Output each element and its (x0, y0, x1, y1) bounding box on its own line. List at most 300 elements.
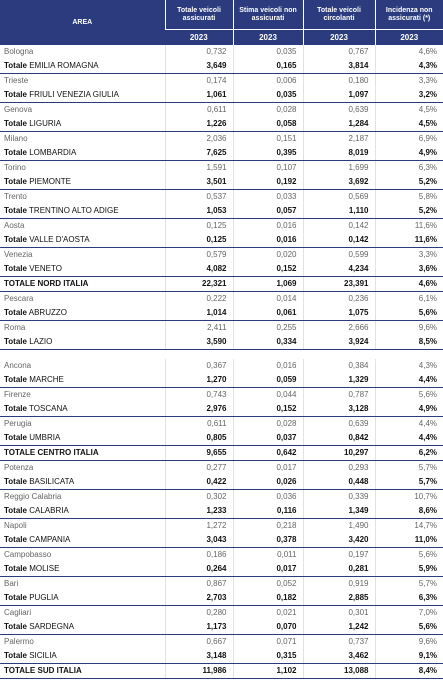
area-name: Bari (4, 579, 19, 588)
circolanti-cell: 0,737 (303, 635, 375, 650)
area-cell (0, 533, 165, 548)
incidenza-cell: 4,6% (375, 277, 443, 292)
assicurati-cell: 9,655 (165, 446, 233, 461)
circolanti-cell: 1,329 (303, 373, 375, 388)
area-cell (0, 292, 165, 307)
assicurati-cell: 4,082 (165, 262, 233, 277)
circolanti-cell: 0,236 (303, 292, 375, 307)
region-total-row (0, 335, 443, 350)
assicurati-cell: 1,233 (165, 504, 233, 519)
assicurati-cell: 0,302 (165, 490, 233, 505)
area-cell (0, 204, 165, 219)
total-prefix: Totale (4, 375, 27, 384)
area-cell (0, 402, 165, 417)
non-assicurati-cell: 0,033 (233, 190, 303, 205)
province-row (0, 292, 443, 307)
year-header: 2023 (233, 30, 303, 46)
total-prefix: Totale (4, 61, 27, 70)
circolanti-cell: 3,814 (303, 59, 375, 74)
province-row (0, 606, 443, 621)
area-name: PIEMONTE (29, 177, 71, 186)
area-name: TOTALE CENTRO ITALIA (4, 448, 99, 457)
non-assicurati-cell: 0,017 (233, 562, 303, 577)
assicurati-cell: 3,043 (165, 533, 233, 548)
area-name: Palermo (4, 637, 34, 646)
area-name: LOMBARDIA (29, 148, 77, 157)
total-prefix: Totale (4, 90, 27, 99)
non-assicurati-cell: 0,642 (233, 446, 303, 461)
total-prefix: Totale (4, 206, 27, 215)
area-cell (0, 577, 165, 592)
incidenza-cell: 6,3% (375, 161, 443, 176)
area-name: MARCHE (29, 375, 64, 384)
region-total-row (0, 431, 443, 446)
area-cell (0, 277, 165, 292)
incidenza-cell: 6,9% (375, 132, 443, 147)
incidenza-cell: 8,5% (375, 335, 443, 350)
region-total-row (0, 233, 443, 248)
area-cell (0, 161, 165, 176)
incidenza-cell: 11,6% (375, 233, 443, 248)
assicurati-cell: 1,226 (165, 117, 233, 132)
area-cell (0, 146, 165, 161)
non-assicurati-cell: 0,035 (233, 45, 303, 59)
assicurati-cell: 0,611 (165, 417, 233, 432)
area-name: Trento (4, 192, 27, 201)
area-cell (0, 446, 165, 461)
area-cell (0, 388, 165, 403)
area-name: Ancona (4, 361, 32, 370)
assicurati-cell: 0,422 (165, 475, 233, 490)
total-prefix: Totale (4, 477, 27, 486)
non-assicurati-cell: 0,016 (233, 233, 303, 248)
non-assicurati-cell: 0,016 (233, 219, 303, 234)
area-cell (0, 233, 165, 248)
province-row (0, 635, 443, 650)
total-prefix: Totale (4, 337, 27, 346)
area-cell (0, 606, 165, 621)
area-name: Trieste (4, 76, 29, 85)
area-cell (0, 74, 165, 89)
province-row (0, 132, 443, 147)
incidenza-cell: 4,4% (375, 431, 443, 446)
area-name: TOTALE NORD ITALIA (4, 279, 89, 288)
circolanti-cell: 0,787 (303, 388, 375, 403)
area-cell (0, 88, 165, 103)
total-prefix: Totale (4, 308, 27, 317)
non-assicurati-cell: 0,255 (233, 321, 303, 336)
area-name: Bologna (4, 47, 34, 56)
area-name: UMBRIA (29, 433, 61, 442)
area-cell (0, 248, 165, 263)
assicurati-cell: 1,591 (165, 161, 233, 176)
non-assicurati-cell: 0,152 (233, 262, 303, 277)
area-name: Venezia (4, 250, 33, 259)
region-total-row (0, 620, 443, 635)
non-assicurati-cell: 0,011 (233, 548, 303, 563)
total-prefix: Totale (4, 593, 27, 602)
area-cell (0, 175, 165, 190)
non-assicurati-cell: 0,036 (233, 490, 303, 505)
assicurati-cell: 0,611 (165, 103, 233, 118)
circolanti-cell: 13,088 (303, 664, 375, 679)
province-row (0, 190, 443, 205)
total-prefix: Totale (4, 506, 27, 515)
area-name: Pescara (4, 294, 34, 303)
col-header-incidenza: Incidenza non assicurati (*) (375, 0, 443, 30)
region-total-row (0, 262, 443, 277)
assicurati-cell: 0,174 (165, 74, 233, 89)
non-assicurati-cell: 0,165 (233, 59, 303, 74)
circolanti-cell: 0,281 (303, 562, 375, 577)
assicurati-cell: 3,148 (165, 649, 233, 664)
incidenza-cell: 4,3% (375, 59, 443, 74)
area-name: Torino (4, 163, 26, 172)
province-row (0, 359, 443, 373)
incidenza-cell: 8,4% (375, 664, 443, 679)
non-assicurati-cell: 0,017 (233, 461, 303, 476)
province-row (0, 321, 443, 336)
area-cell (0, 635, 165, 650)
area-cell (0, 190, 165, 205)
incidenza-cell: 3,2% (375, 88, 443, 103)
non-assicurati-cell: 1,102 (233, 664, 303, 679)
circolanti-cell: 0,142 (303, 219, 375, 234)
non-assicurati-cell: 0,057 (233, 204, 303, 219)
non-assicurati-cell: 0,107 (233, 161, 303, 176)
area-name: Firenze (4, 390, 31, 399)
non-assicurati-cell: 0,378 (233, 533, 303, 548)
area-cell (0, 519, 165, 534)
circolanti-cell: 1,075 (303, 306, 375, 321)
province-row (0, 519, 443, 534)
incidenza-cell: 7,0% (375, 606, 443, 621)
non-assicurati-cell: 0,116 (233, 504, 303, 519)
non-assicurati-cell: 0,070 (233, 620, 303, 635)
total-prefix: Totale (4, 119, 27, 128)
area-name: TOTALE SUD ITALIA (4, 666, 82, 675)
circolanti-cell: 3,924 (303, 335, 375, 350)
circolanti-cell: 1,110 (303, 204, 375, 219)
non-assicurati-cell: 0,059 (233, 373, 303, 388)
col-header-circolanti: Totale veicoli circolanti (303, 0, 375, 30)
province-row (0, 388, 443, 403)
area-cell (0, 59, 165, 74)
region-total-row (0, 475, 443, 490)
total-prefix: Totale (4, 148, 27, 157)
incidenza-cell: 3,3% (375, 248, 443, 263)
area-name: Roma (4, 323, 26, 332)
area-cell (0, 664, 165, 679)
incidenza-cell: 8,6% (375, 504, 443, 519)
incidenza-cell: 6,1% (375, 292, 443, 307)
circolanti-cell: 3,462 (303, 649, 375, 664)
incidenza-cell: 5,6% (375, 620, 443, 635)
area-name: MOLISE (29, 564, 60, 573)
area-name: VALLE D'AOSTA (29, 235, 90, 244)
province-row (0, 103, 443, 118)
non-assicurati-cell: 0,037 (233, 431, 303, 446)
province-row (0, 490, 443, 505)
region-total-row (0, 146, 443, 161)
total-prefix: Totale (4, 177, 27, 186)
region-total-row (0, 88, 443, 103)
table-body (0, 45, 443, 679)
non-assicurati-cell: 0,044 (233, 388, 303, 403)
region-total-row (0, 649, 443, 664)
circolanti-cell: 0,448 (303, 475, 375, 490)
circolanti-cell: 1,242 (303, 620, 375, 635)
area-name: CALABRIA (29, 506, 69, 515)
non-assicurati-cell: 1,069 (233, 277, 303, 292)
region-total-row (0, 591, 443, 606)
area-name: SARDEGNA (29, 622, 75, 631)
table-spacer-row (0, 350, 443, 360)
assicurati-cell: 0,280 (165, 606, 233, 621)
circolanti-cell: 0,142 (303, 233, 375, 248)
region-total-row (0, 59, 443, 74)
total-prefix: Totale (4, 235, 27, 244)
circolanti-cell: 1,097 (303, 88, 375, 103)
assicurati-cell: 0,264 (165, 562, 233, 577)
circolanti-cell: 0,842 (303, 431, 375, 446)
incidenza-cell: 11,6% (375, 219, 443, 234)
region-total-row (0, 204, 443, 219)
area-cell (0, 335, 165, 350)
area-cell (0, 431, 165, 446)
assicurati-cell: 0,222 (165, 292, 233, 307)
non-assicurati-cell: 0,071 (233, 635, 303, 650)
total-prefix: Totale (4, 564, 27, 573)
spacer-cell (0, 350, 443, 360)
circolanti-cell: 2,666 (303, 321, 375, 336)
incidenza-cell: 6,2% (375, 446, 443, 461)
incidenza-cell: 14,7% (375, 519, 443, 534)
area-cell (0, 321, 165, 336)
province-row (0, 548, 443, 563)
area-cell (0, 475, 165, 490)
circolanti-cell: 10,297 (303, 446, 375, 461)
incidenza-cell: 4,5% (375, 117, 443, 132)
region-total-row (0, 117, 443, 132)
circolanti-cell: 23,391 (303, 277, 375, 292)
assicurati-cell: 0,125 (165, 233, 233, 248)
circolanti-cell: 1,490 (303, 519, 375, 534)
incidenza-cell: 5,7% (375, 461, 443, 476)
circolanti-cell: 2,187 (303, 132, 375, 147)
area-name: SICILIA (29, 651, 57, 660)
non-assicurati-cell: 0,035 (233, 88, 303, 103)
assicurati-cell: 0,579 (165, 248, 233, 263)
assicurati-cell: 11,986 (165, 664, 233, 679)
non-assicurati-cell: 0,026 (233, 475, 303, 490)
area-cell (0, 461, 165, 476)
area-name: Aosta (4, 221, 25, 230)
incidenza-cell: 4,6% (375, 45, 443, 59)
region-total-row (0, 533, 443, 548)
assicurati-cell: 3,501 (165, 175, 233, 190)
assicurati-cell: 22,321 (165, 277, 233, 292)
area-name: TOSCANA (29, 404, 68, 413)
circolanti-cell: 0,384 (303, 359, 375, 373)
incidenza-cell: 5,7% (375, 475, 443, 490)
area-cell (0, 359, 165, 373)
assicurati-cell: 0,125 (165, 219, 233, 234)
non-assicurati-cell: 0,218 (233, 519, 303, 534)
assicurati-cell: 0,743 (165, 388, 233, 403)
area-name: VENETO (29, 264, 62, 273)
circolanti-cell: 1,699 (303, 161, 375, 176)
non-assicurati-cell: 0,182 (233, 591, 303, 606)
area-name: Perugia (4, 419, 32, 428)
area-name: LIGURIA (29, 119, 62, 128)
incidenza-cell: 9,6% (375, 635, 443, 650)
macro-area-total-row (0, 446, 443, 461)
area-cell (0, 548, 165, 563)
non-assicurati-cell: 0,058 (233, 117, 303, 132)
area-name: ABRUZZO (28, 308, 67, 317)
assicurati-cell: 2,976 (165, 402, 233, 417)
non-assicurati-cell: 0,395 (233, 146, 303, 161)
total-prefix: Totale (4, 651, 27, 660)
assicurati-cell: 0,732 (165, 45, 233, 59)
year-header: 2023 (303, 30, 375, 46)
year-header: 2023 (165, 30, 233, 46)
assicurati-cell: 1,061 (165, 88, 233, 103)
area-cell (0, 417, 165, 432)
non-assicurati-cell: 0,192 (233, 175, 303, 190)
incidenza-cell: 10,7% (375, 490, 443, 505)
incidenza-cell: 9,1% (375, 649, 443, 664)
area-name: EMILIA ROMAGNA (29, 61, 99, 70)
non-assicurati-cell: 0,028 (233, 103, 303, 118)
area-header: AREA (0, 0, 165, 45)
incidenza-cell: 4,4% (375, 373, 443, 388)
area-name: PUGLIA (29, 593, 59, 602)
assicurati-cell: 1,272 (165, 519, 233, 534)
area-cell (0, 306, 165, 321)
circolanti-cell: 0,767 (303, 45, 375, 59)
area-name: Campobasso (4, 550, 52, 559)
non-assicurati-cell: 0,028 (233, 417, 303, 432)
circolanti-cell: 1,284 (303, 117, 375, 132)
area-cell (0, 262, 165, 277)
incidenza-cell: 5,2% (375, 204, 443, 219)
total-prefix: Totale (4, 433, 27, 442)
incidenza-cell: 5,8% (375, 190, 443, 205)
assicurati-cell: 1,014 (165, 306, 233, 321)
area-cell (0, 117, 165, 132)
year-header: 2023 (375, 30, 443, 46)
province-row (0, 417, 443, 432)
circolanti-cell: 0,293 (303, 461, 375, 476)
area-name: Cagliari (4, 608, 32, 617)
area-name: FRIULI VENEZIA GIULIA (29, 90, 120, 99)
incidenza-cell: 11,0% (375, 533, 443, 548)
non-assicurati-cell: 0,151 (233, 132, 303, 147)
area-name: BASILICATA (29, 477, 75, 486)
incidenza-cell: 6,3% (375, 591, 443, 606)
region-total-row (0, 504, 443, 519)
incidenza-cell: 4,4% (375, 417, 443, 432)
area-cell (0, 490, 165, 505)
assicurati-cell: 0,805 (165, 431, 233, 446)
incidenza-cell: 4,9% (375, 402, 443, 417)
region-total-row (0, 402, 443, 417)
incidenza-cell: 5,2% (375, 175, 443, 190)
circolanti-cell: 0,301 (303, 606, 375, 621)
area-cell (0, 504, 165, 519)
circolanti-cell: 0,197 (303, 548, 375, 563)
province-row (0, 461, 443, 476)
assicurati-cell: 0,667 (165, 635, 233, 650)
assicurati-cell: 7,625 (165, 146, 233, 161)
circolanti-cell: 3,692 (303, 175, 375, 190)
area-name: CAMPANIA (29, 535, 71, 544)
non-assicurati-cell: 0,014 (233, 292, 303, 307)
incidenza-cell: 4,3% (375, 359, 443, 373)
non-assicurati-cell: 0,334 (233, 335, 303, 350)
area-name: Napoli (4, 521, 27, 530)
circolanti-cell: 0,639 (303, 417, 375, 432)
area-name: LAZIO (29, 337, 53, 346)
circolanti-cell: 0,339 (303, 490, 375, 505)
non-assicurati-cell: 0,152 (233, 402, 303, 417)
total-prefix: Totale (4, 404, 27, 413)
area-cell (0, 103, 165, 118)
non-assicurati-cell: 0,315 (233, 649, 303, 664)
incidenza-cell: 5,9% (375, 562, 443, 577)
assicurati-cell: 0,537 (165, 190, 233, 205)
circolanti-cell: 4,234 (303, 262, 375, 277)
circolanti-cell: 3,128 (303, 402, 375, 417)
region-total-row (0, 562, 443, 577)
area-name: TRENTINO ALTO ADIGE (29, 206, 119, 215)
province-row (0, 577, 443, 592)
incidenza-cell: 9,6% (375, 321, 443, 336)
assicurati-cell: 2,036 (165, 132, 233, 147)
area-cell (0, 132, 165, 147)
circolanti-cell: 0,599 (303, 248, 375, 263)
assicurati-cell: 2,411 (165, 321, 233, 336)
province-row (0, 45, 443, 59)
assicurati-cell: 1,173 (165, 620, 233, 635)
incidenza-cell: 4,9% (375, 146, 443, 161)
circolanti-cell: 8,019 (303, 146, 375, 161)
area-cell (0, 620, 165, 635)
circolanti-cell: 2,885 (303, 591, 375, 606)
non-assicurati-cell: 0,006 (233, 74, 303, 89)
circolanti-cell: 1,349 (303, 504, 375, 519)
assicurati-cell: 0,367 (165, 359, 233, 373)
total-prefix: Totale (4, 535, 27, 544)
circolanti-cell: 0,919 (303, 577, 375, 592)
assicurati-cell: 2,703 (165, 591, 233, 606)
circolanti-cell: 0,639 (303, 103, 375, 118)
incidenza-cell: 5,6% (375, 306, 443, 321)
incidenza-cell: 4,5% (375, 103, 443, 118)
province-row (0, 248, 443, 263)
area-name: Genova (4, 105, 33, 114)
assicurati-cell: 3,590 (165, 335, 233, 350)
province-row (0, 161, 443, 176)
area-cell (0, 649, 165, 664)
region-total-row (0, 306, 443, 321)
assicurati-cell: 0,277 (165, 461, 233, 476)
region-total-row (0, 373, 443, 388)
incidenza-cell: 5,7% (375, 577, 443, 592)
col-header-assicurati: Totale veicoli assicurati (165, 0, 233, 30)
